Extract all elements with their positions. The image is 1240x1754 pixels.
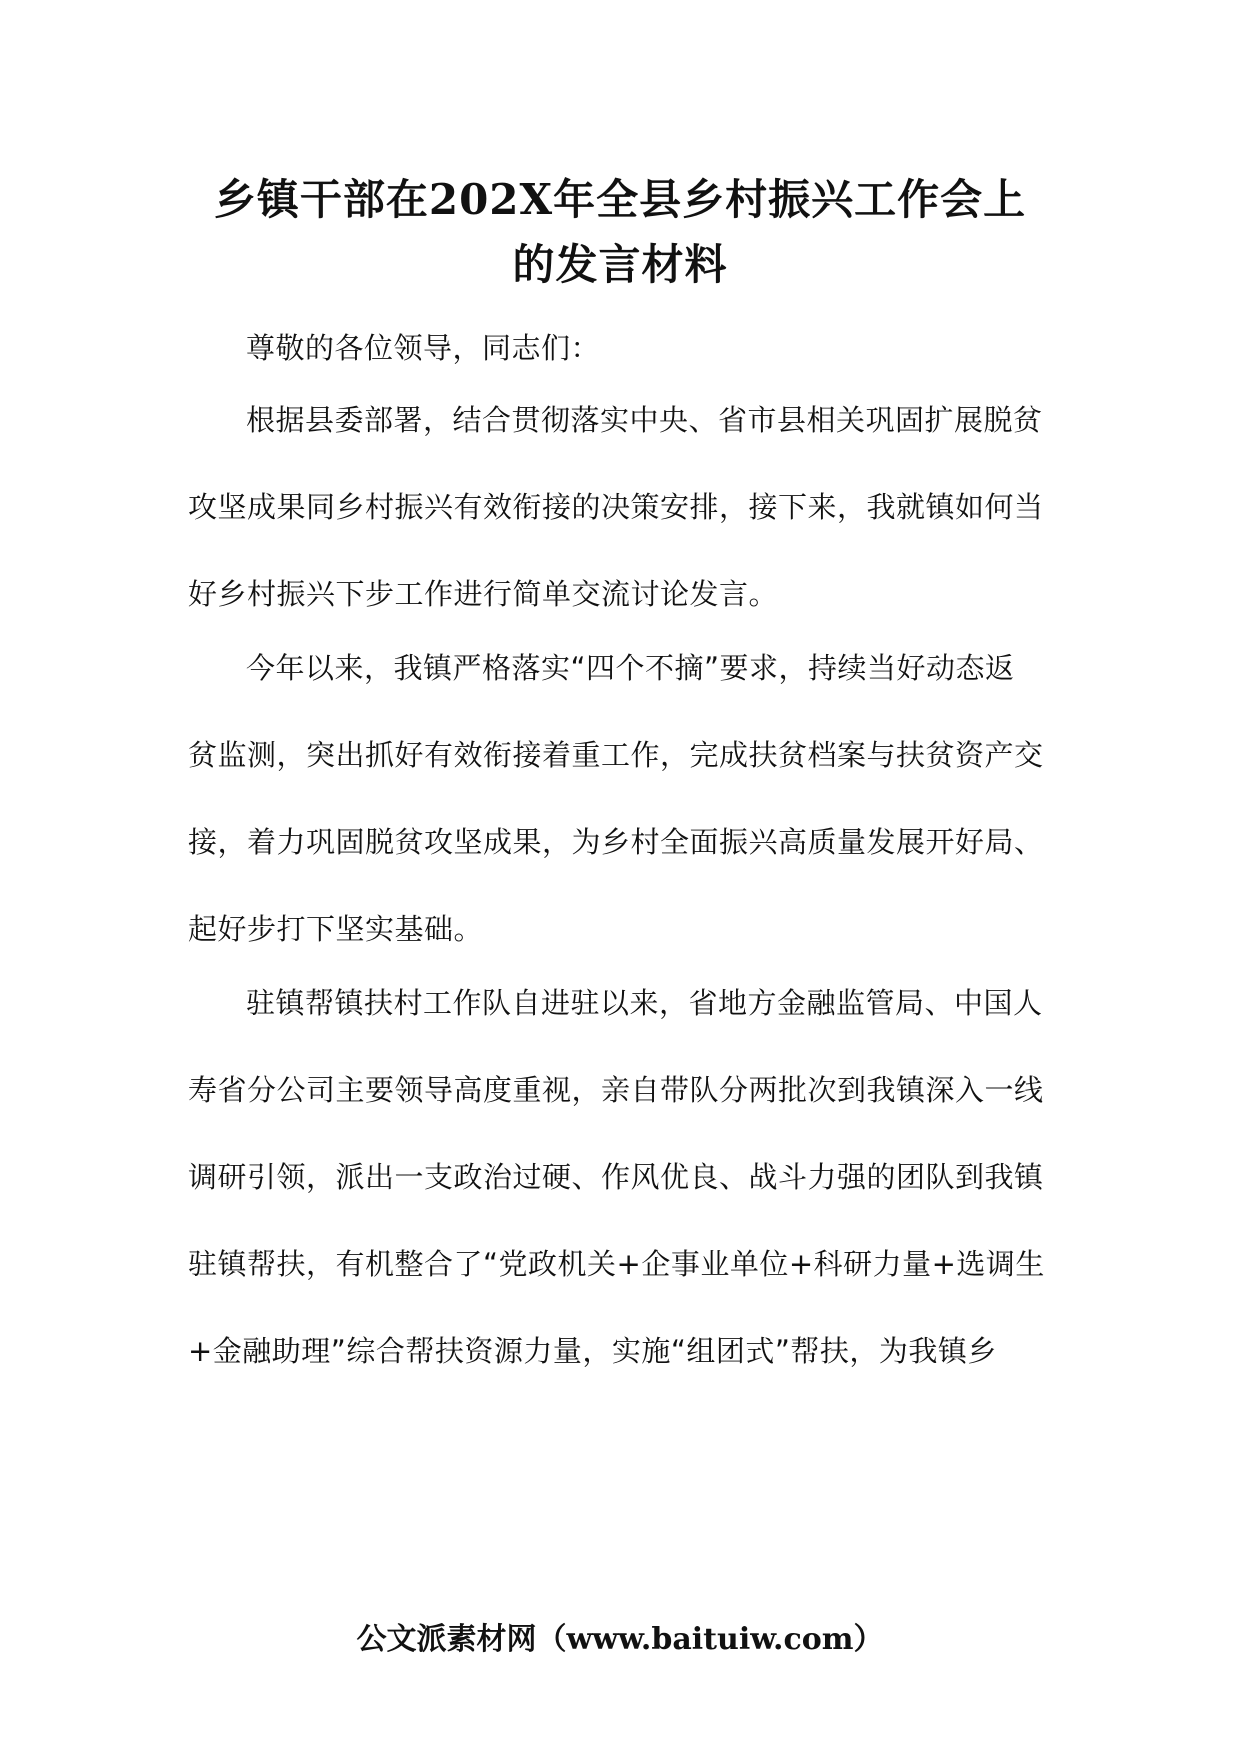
paragraph-1-line-3: 好乡村振兴下步工作进行简单交流讨论发言。 (188, 577, 779, 611)
footer-watermark: 公文派素材网（www.baituiw.com） (356, 1622, 884, 1657)
paragraph-3-line-5: +金融助理”综合帮扶资源力量，实施“组团式”帮扶，为我镇乡 (188, 1334, 997, 1368)
paragraph-1-line-2: 攻坚成果同乡村振兴有效衔接的决策安排，接下来，我就镇如何当 (188, 490, 1044, 524)
paragraph-3-line-2: 寿省分公司主要领导高度重视，亲自带队分两批次到我镇深入一线 (188, 1073, 1044, 1107)
document-title-line-1: 乡镇干部在202X年全县乡村振兴工作会上 (213, 175, 1027, 224)
document-title-line-2: 的发言材料 (512, 240, 728, 289)
paragraph-2-line-1: 今年以来，我镇严格落实“四个不摘”要求，持续当好动态返 (246, 651, 1015, 685)
paragraph-2-line-2: 贫监测，突出抓好有效衔接着重工作，完成扶贫档案与扶贫资产交 (188, 738, 1044, 772)
paragraph-2-line-3: 接，着力巩固脱贫攻坚成果，为乡村全面振兴高质量发展开好局、 (188, 825, 1044, 859)
paragraph-3-line-1: 驻镇帮镇扶村工作队自进驻以来，省地方金融监管局、中国人 (246, 986, 1043, 1020)
paragraph-2-line-4: 起好步打下坚实基础。 (188, 912, 484, 946)
paragraph-3-line-4: 驻镇帮扶，有机整合了“党政机关+企事业单位+科研力量+选调生 (188, 1247, 1045, 1281)
paragraph-1-line-1: 根据县委部署，结合贯彻落实中央、省市县相关巩固扩展脱贫 (246, 403, 1043, 437)
paragraph-3-line-3: 调研引领，派出一支政治过硬、作风优良、战斗力强的团队到我镇 (188, 1160, 1044, 1194)
salutation-line: 尊敬的各位领导，同志们： (246, 331, 601, 365)
